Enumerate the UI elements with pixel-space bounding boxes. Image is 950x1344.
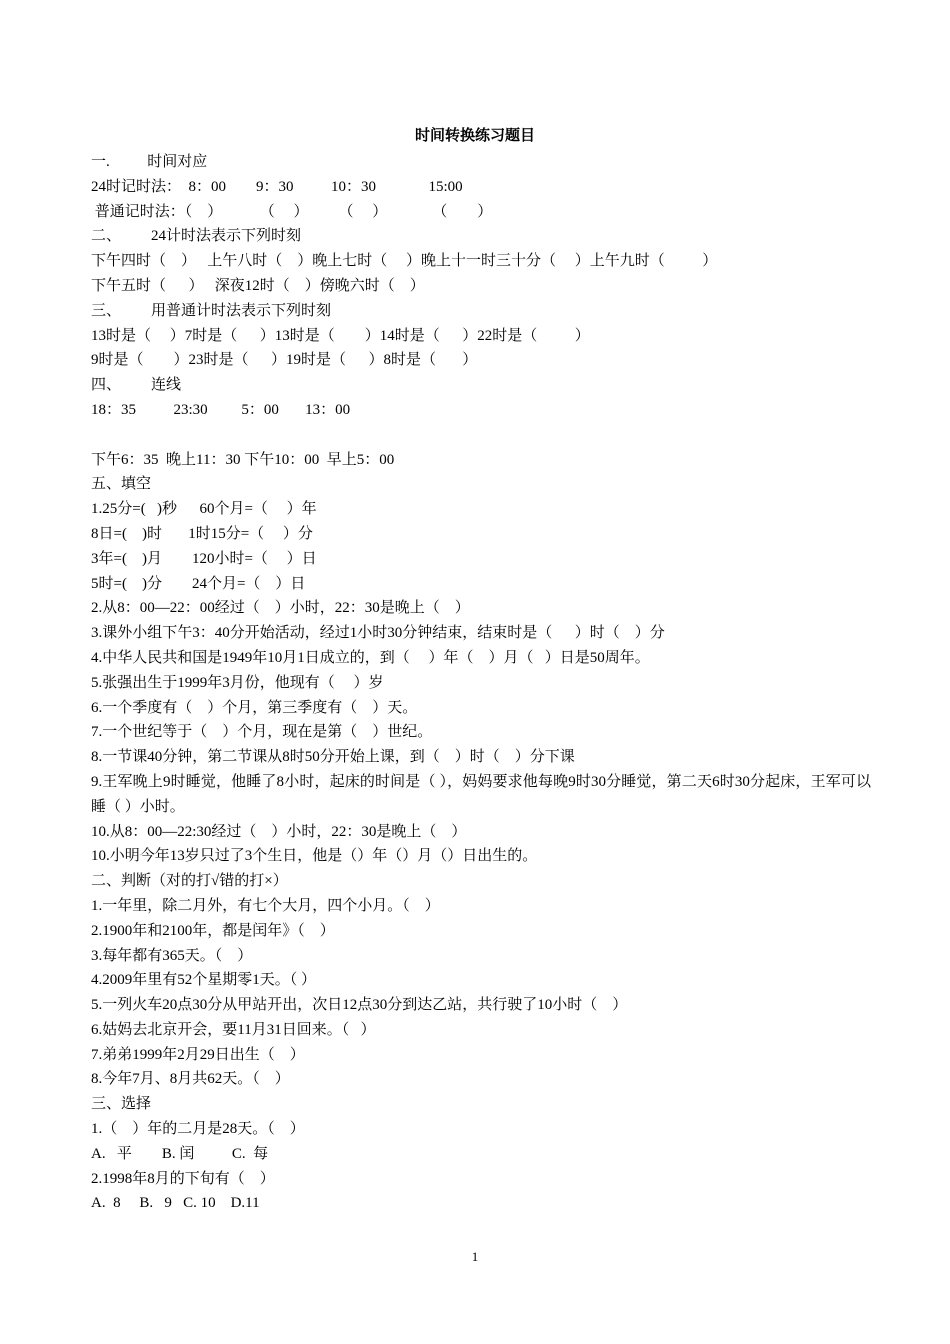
text-line: 普通记时法：（ ） （ ） （ ） （ ） <box>91 203 493 220</box>
blank-line <box>91 423 871 448</box>
question-line: 5时=( )分 24个月=（ ）日 <box>91 575 306 592</box>
question-line: 10.从8：00—22:30经过（ ）小时，22：30是晚上（ ） <box>91 823 467 840</box>
section-heading-12h-notation: 三、 用普通计时法表示下列时刻 <box>91 302 332 319</box>
section-heading-true-false: 二、判断（对的打√错的打×） <box>91 873 288 890</box>
question-line: 8.今年7月、8月共62天。（ ） <box>91 1071 290 1088</box>
question-line: 8.一节课40分钟，第二节课从8时50分开始上课，到（ ）时（ ）分下课 <box>91 749 575 766</box>
question-line-wrapped: 9.王军晚上9时睡觉，他睡了8小时，起床的时间是（ ），妈妈要求他每晚9时30分睡觉，第二天6时30分起床，王军可以睡（ ）小时。 <box>91 773 871 815</box>
section-heading-24h-notation: 二、 24计时法表示下列时刻 <box>91 228 302 245</box>
question-line: 2.1998年8月的下旬有（ ） <box>91 1170 275 1187</box>
question-line: 6.姑妈去北京开会，要11月31日回来。（ ） <box>91 1021 376 1038</box>
question-line: 3年=( )月 120小时=（ ）日 <box>91 550 317 567</box>
text-line: 18：35 23:30 5：00 13：00 <box>91 401 351 418</box>
question-line: 10.小明今年13岁只过了3个生日，他是（）年（）月（）日出生的。 <box>91 848 538 865</box>
question-line: 4.中华人民共和国是1949年10月1日成立的，到（ ）年（ ）月（ ）日是50周年。 <box>91 649 650 666</box>
question-line: 3.课外小组下午3：40分开始活动，经过1小时30分钟结束，结束时是（ ）时（ ）分 <box>91 625 665 642</box>
text-line: 下午6：35 晚上11：30 下午10：00 早上5：00 <box>91 451 395 468</box>
text-line: 下午四时（ ） 上午八时（ ）晚上七时（ ）晚上十一时三十分（ ）上午九时（ ） <box>91 253 718 270</box>
section-heading-matching: 四、 连线 <box>91 377 182 394</box>
question-line: 5.张强出生于1999年3月份，他现有（ ）岁 <box>91 674 384 691</box>
section-heading-fill-in: 五、填空 <box>91 476 152 493</box>
question-line: 1.（ ）年的二月是28天。（ ） <box>91 1121 305 1138</box>
question-line: 2.从8：00—22：00经过（ ）小时，22：30是晚上（ ） <box>91 600 470 617</box>
question-line: 4.2009年里有52个星期零1天。（ ） <box>91 972 317 989</box>
page-number: 1 <box>471 1249 479 1264</box>
text-line: 下午五时（ ） 深夜12时（ ）傍晚六时（ ） <box>91 277 425 294</box>
document-title: 时间转换练习题目 <box>414 128 535 144</box>
document-body <box>91 150 871 1216</box>
question-line: 3.每年都有365天。（ ） <box>91 947 253 964</box>
question-line: 6.一个季度有（ ）个月，第三季度有（ ）天。 <box>91 699 418 716</box>
question-line: 8日=( )时 1时15分=（ ）分 <box>91 525 313 542</box>
question-line: 1.一年里，除二月外，有七个大月，四个小月。（ ） <box>91 897 440 914</box>
choice-options: A. 8 B. 9 C. 10 D.11 <box>91 1195 260 1212</box>
question-line: 5.一列火车20点30分从甲站开出，次日12点30分到达乙站，共行驶了10小时（ ） <box>91 997 628 1014</box>
text-line: 9时是（ ）23时是（ ）19时是（ ）8时是（ ） <box>91 352 478 369</box>
choice-options: A. 平 B. 闰 C. 每 <box>91 1145 269 1162</box>
text-line: 24时记时法： 8：00 9：30 10：30 15:00 <box>91 178 463 195</box>
question-line: 2.1900年和2100年，都是闰年》（ ） <box>91 922 335 939</box>
question-line: 7.一个世纪等于（ ）个月，现在是第（ ）世纪。 <box>91 724 433 741</box>
section-heading-multiple-choice: 三、选择 <box>91 1096 152 1113</box>
question-line: 1.25分=( )秒 60个月=（ ）年 <box>91 501 317 518</box>
question-line: 7.弟弟1999年2月29日出生（ ） <box>91 1046 305 1063</box>
text-line: 13时是（ ）7时是（ ）13时是（ ）14时是（ ）22时是（ ） <box>91 327 590 344</box>
section-heading-time-correspondence: 一. 时间对应 <box>91 154 208 170</box>
